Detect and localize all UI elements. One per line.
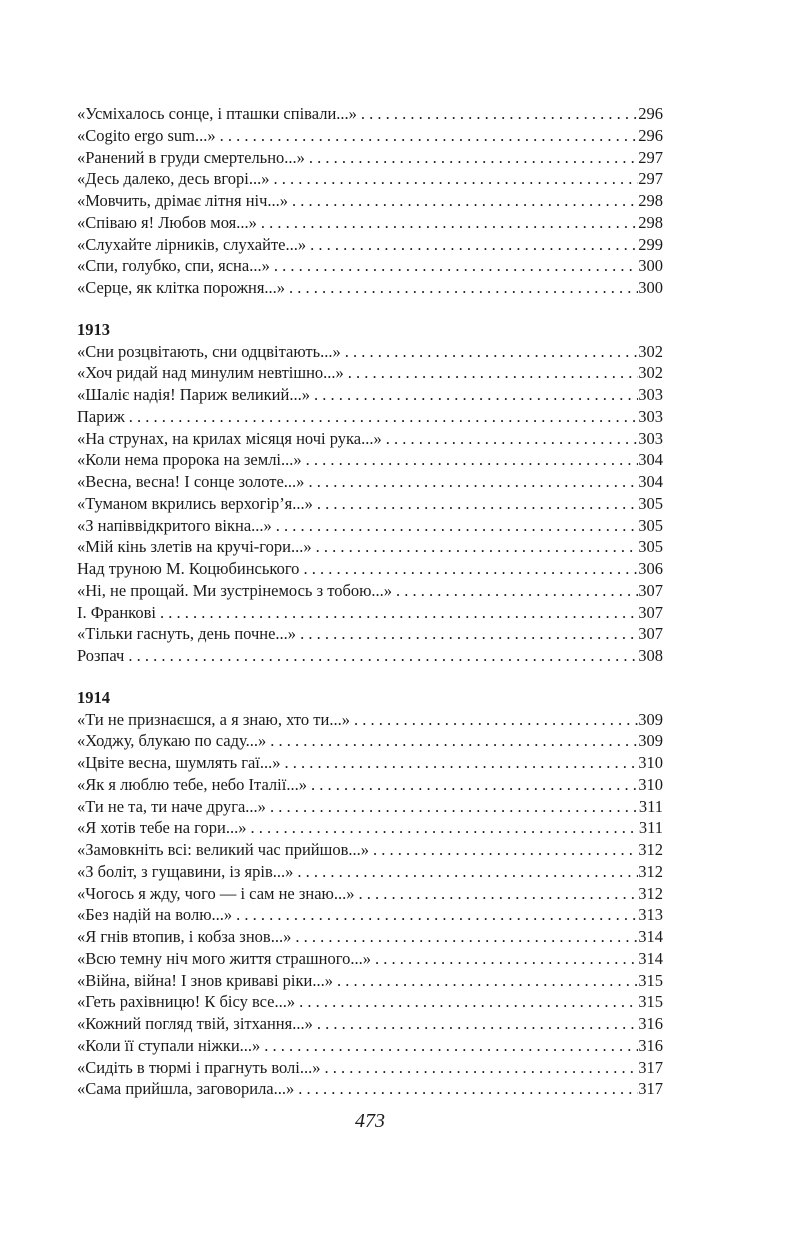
dot-leader xyxy=(313,493,638,515)
dot-leader xyxy=(355,883,639,905)
table-of-contents xyxy=(77,103,663,1100)
dot-leader xyxy=(304,471,638,493)
toc-entry xyxy=(77,861,663,883)
toc-entry-title: Над труною М. Коцюбинського xyxy=(77,559,300,578)
toc-entry xyxy=(77,602,663,624)
toc-entry-page: 296 xyxy=(638,125,663,145)
toc-entry-title: «Слухайте лірників, слухайте...» xyxy=(77,234,307,254)
toc-entry-title: «Цвіте весна, шумлять гаї...» xyxy=(77,753,281,772)
toc-entry-page: 310 xyxy=(638,774,663,794)
toc-entry-page: 310 xyxy=(638,753,663,772)
dot-leader xyxy=(305,147,638,169)
toc-entry-page: 316 xyxy=(638,1014,663,1033)
toc-entry-title: «Геть рахівницю! К бісу все...» xyxy=(77,992,296,1012)
toc-entry-title: «Всю темну ніч мого життя страшного...» xyxy=(77,948,371,968)
toc-entry xyxy=(77,774,663,796)
toc-entry xyxy=(77,1078,663,1100)
dot-leader xyxy=(270,255,638,277)
toc-entry xyxy=(77,752,663,774)
dot-leader xyxy=(296,623,638,645)
toc-entry-title: «На струнах, на крилах місяця ночі рука...» xyxy=(77,428,382,448)
dot-leader xyxy=(291,926,638,948)
toc-entry-page: 296 xyxy=(638,104,663,123)
dot-leader xyxy=(125,406,639,428)
toc-entry-page: 307 xyxy=(638,580,663,600)
toc-entry-title: «Війна, війна! І знов криваві ріки...» xyxy=(77,970,333,990)
toc-entry-title: «Ранений в груди смертельно...» xyxy=(77,147,305,167)
toc-entry-title: «Усміхалось сонце, і пташки співали...» xyxy=(77,104,357,123)
toc-entry-page: 312 xyxy=(638,840,663,859)
toc-year-section xyxy=(77,319,663,667)
toc-entry-title: Розпач xyxy=(77,646,125,665)
dot-leader xyxy=(260,1035,638,1057)
toc-entry xyxy=(77,948,663,970)
dot-leader xyxy=(357,103,638,125)
toc-entry-page: 309 xyxy=(638,709,663,729)
toc-entry xyxy=(77,471,663,493)
year-heading: 1913 xyxy=(77,319,110,339)
dot-leader xyxy=(310,384,638,406)
dot-leader xyxy=(344,362,638,384)
page-number: 473 xyxy=(355,1110,385,1132)
dot-leader xyxy=(302,449,639,471)
toc-entry-page: 309 xyxy=(638,731,663,751)
toc-entry-title: «Як я люблю тебе, небо Італії...» xyxy=(77,774,307,794)
toc-entry-page: 311 xyxy=(638,818,663,838)
toc-entry xyxy=(77,234,663,256)
toc-entry-title: «Тільки гаснуть, день почне...» xyxy=(77,624,297,644)
dot-leader xyxy=(293,861,638,883)
dot-leader xyxy=(392,580,638,602)
toc-entry-page: 302 xyxy=(638,363,663,383)
toc-entry xyxy=(77,883,663,905)
dot-leader xyxy=(371,948,638,970)
dot-leader xyxy=(232,904,638,926)
toc-entry-title: «Весна, весна! І сонце золоте...» xyxy=(77,472,305,491)
toc-entry xyxy=(77,168,663,190)
toc-sections xyxy=(77,319,663,1100)
toc-entry-title: «Ти не та, ти наче друга...» xyxy=(77,796,266,816)
toc-entry-title: «Ні, не прощай. Ми зустрінемось з тобою...» xyxy=(77,580,393,600)
toc-entry xyxy=(77,255,663,277)
toc-entry-title: «Сама прийшла, заговорила...» xyxy=(77,1079,295,1099)
dot-leader xyxy=(333,970,638,992)
toc-entry-page: 315 xyxy=(638,970,663,990)
toc-entry-title: «Коли її ступали ніжки...» xyxy=(77,1035,261,1055)
toc-entry-page: 303 xyxy=(638,428,663,448)
toc-entry-page: 300 xyxy=(638,278,663,297)
toc-entry xyxy=(77,1057,663,1079)
dot-leader xyxy=(294,1078,638,1100)
toc-entry-page: 298 xyxy=(638,212,663,232)
toc-entry-title: «Ти не признаєшся, а я знаю, хто ти...» xyxy=(77,709,350,729)
year-heading: 1914 xyxy=(77,687,110,707)
toc-entry xyxy=(77,991,663,1013)
toc-entry-title: «Мовчить, дрімає літня ніч...» xyxy=(77,191,289,210)
dot-leader xyxy=(288,190,638,212)
toc-entry-title: «З напіввідкритого вікна...» xyxy=(77,515,272,535)
toc-entry-title: «Спи, голубко, спи, ясна...» xyxy=(77,256,270,276)
toc-entry-title: І. Франкові xyxy=(77,602,156,622)
toc-entry-page: 317 xyxy=(638,1079,663,1099)
toc-entry-title: «Кожний погляд твій, зітхання...» xyxy=(77,1014,313,1033)
toc-entry-page: 305 xyxy=(638,515,663,535)
toc-entry-title: «Серце, як клітка порожня...» xyxy=(77,278,286,297)
toc-entry-title: «Чогось я жду, чого — і сам не знаю...» xyxy=(77,883,355,903)
toc-entry xyxy=(77,449,663,471)
toc-entry xyxy=(77,103,663,125)
toc-entry-page: 312 xyxy=(638,883,663,903)
toc-entry-title: «Я гнів втопив, і кобза знов...» xyxy=(77,927,292,946)
toc-entry xyxy=(77,558,663,580)
toc-entry-page: 304 xyxy=(638,450,663,470)
toc-entry xyxy=(77,926,663,948)
toc-entry xyxy=(77,730,663,752)
toc-year-section xyxy=(77,687,663,1100)
toc-entry-title: «Туманом вкрились верхогір’я...» xyxy=(77,493,313,513)
toc-entry-title: «Без надій на волю...» xyxy=(77,905,233,925)
toc-entry-page: 303 xyxy=(638,385,663,404)
toc-entry-page: 305 xyxy=(638,493,663,513)
toc-entry xyxy=(77,428,663,450)
toc-entry-page: 304 xyxy=(638,472,663,491)
toc-entry xyxy=(77,1035,663,1057)
dot-leader xyxy=(216,125,639,147)
toc-entry xyxy=(77,536,663,558)
toc-entry-title: «Шаліє надія! Париж великий...» xyxy=(77,385,310,404)
dot-leader xyxy=(285,277,638,299)
dot-leader xyxy=(313,1013,638,1035)
toc-entry-page: 299 xyxy=(638,234,663,254)
toc-entry-page: 303 xyxy=(638,406,663,426)
toc-entry-title: «Співаю я! Любов моя...» xyxy=(77,212,257,232)
toc-entry-title: «Сни розцвітають, сни одцвітають...» xyxy=(77,341,341,361)
toc-entry-title: «Ходжу, блукаю по саду...» xyxy=(77,731,267,751)
toc-entry-page: 308 xyxy=(638,646,663,665)
toc-entry xyxy=(77,493,663,515)
toc-entry xyxy=(77,341,663,363)
toc-entry xyxy=(77,277,663,299)
toc-entry xyxy=(77,580,663,602)
dot-leader xyxy=(281,752,639,774)
toc-entry xyxy=(77,623,663,645)
dot-leader xyxy=(307,774,638,796)
toc-entry-page: 312 xyxy=(638,861,663,881)
toc-entry xyxy=(77,709,663,731)
toc-entry-title: «Я хотів тебе на гори...» xyxy=(77,818,247,838)
toc-entry-page: 313 xyxy=(638,905,663,925)
toc-entry-title: Париж xyxy=(77,406,125,426)
toc-entry-page: 302 xyxy=(638,341,663,361)
toc-entry xyxy=(77,515,663,537)
dot-leader xyxy=(299,558,638,580)
toc-entry xyxy=(77,796,663,818)
toc-entry xyxy=(77,125,663,147)
toc-entry-page: 297 xyxy=(638,169,663,189)
toc-entry xyxy=(77,1013,663,1035)
dot-leader xyxy=(269,168,638,190)
toc-entry-page: 317 xyxy=(638,1057,663,1077)
toc-entry-title: «Замовкніть всі: великий час прийшов...» xyxy=(77,840,369,859)
toc-entry-title: «Коли нема пророка на землі...» xyxy=(77,450,302,470)
toc-entry-page: 314 xyxy=(638,948,663,968)
toc-entry-page: 306 xyxy=(638,559,663,578)
toc-entry xyxy=(77,970,663,992)
toc-entry-title: «Сидіть в тюрмі і прагнуть волі...» xyxy=(77,1057,321,1077)
toc-entry-page: 316 xyxy=(638,1035,663,1055)
toc-entry xyxy=(77,839,663,861)
dot-leader xyxy=(257,212,638,234)
toc-entry xyxy=(77,904,663,926)
dot-leader xyxy=(341,341,638,363)
toc-entry xyxy=(77,212,663,234)
toc-entry-page: 297 xyxy=(638,147,663,167)
toc-entry-title: «З боліт, з гущавини, із ярів...» xyxy=(77,861,294,881)
toc-entry-title: «Мій кінь злетів на кручі-гори...» xyxy=(77,537,312,557)
toc-entry-title: «Хоч ридай над минулим невтішно...» xyxy=(77,363,344,383)
toc-entry xyxy=(77,406,663,428)
toc-entry xyxy=(77,190,663,212)
toc-entry-page: 315 xyxy=(638,992,663,1012)
dot-leader xyxy=(295,991,638,1013)
toc-entry xyxy=(77,147,663,169)
dot-leader xyxy=(156,602,638,624)
dot-leader xyxy=(369,839,638,861)
dot-leader xyxy=(266,796,639,818)
dot-leader xyxy=(266,730,638,752)
dot-leader xyxy=(321,1057,639,1079)
toc-entry-title: «Cogito ergo sum...» xyxy=(77,125,216,145)
dot-leader xyxy=(247,817,639,839)
dot-leader xyxy=(382,428,639,450)
toc-entry-page: 307 xyxy=(638,602,663,622)
toc-entry-page: 307 xyxy=(638,624,663,644)
dot-leader xyxy=(272,515,638,537)
toc-entry-page: 305 xyxy=(638,537,663,557)
toc-entry xyxy=(77,645,663,667)
toc-entry xyxy=(77,817,663,839)
toc-intro-entries xyxy=(77,103,663,299)
toc-entry-page: 300 xyxy=(638,256,663,276)
dot-leader xyxy=(306,234,638,256)
toc-entry-title: «Десь далеко, десь вгорі...» xyxy=(77,169,270,189)
toc-entry-page: 314 xyxy=(638,927,663,946)
toc-entry-page: 311 xyxy=(638,796,663,816)
toc-entry xyxy=(77,362,663,384)
toc-entry xyxy=(77,384,663,406)
dot-leader xyxy=(312,536,639,558)
dot-leader xyxy=(350,709,638,731)
dot-leader xyxy=(124,645,638,667)
toc-entry-page: 298 xyxy=(638,191,663,210)
